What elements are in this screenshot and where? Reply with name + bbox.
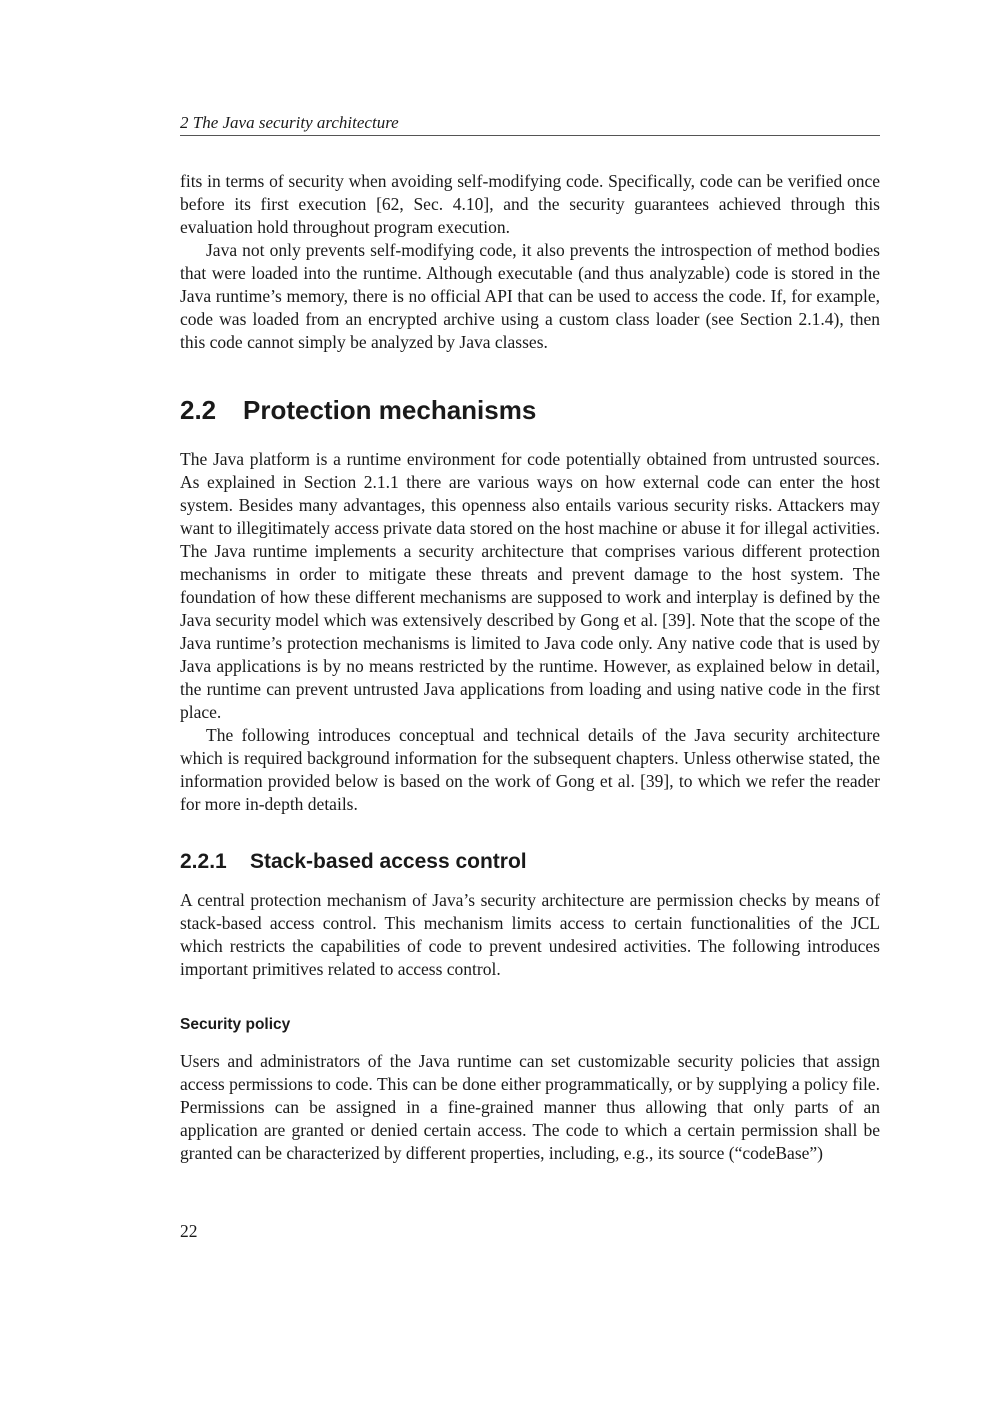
section-number: 2.2 (180, 395, 217, 425)
section-title: Protection mechanisms (243, 395, 537, 425)
paragraph: fits in terms of security when avoiding self-modifying code. Specifically, code can be verified once before its first execution [62, Sec. 4.10], and the security guarantees achieved through this evaluation hold throughout program execution. (180, 171, 880, 237)
paragraph: Users and administrators of the Java runtime can set customizable security policies that assign access permissions to code. This can be done either programmatically, or by supplying a policy file. Permissions can be assigned in a fine-grained manner thus allowing that only parts of an application are granted or denied certain access. The code to which a certain permission shall be granted can be characterized by different properties, including, e.g., its source (“codeBase”) (180, 1051, 880, 1163)
intro-text-block (180, 170, 880, 354)
subsection-heading (180, 849, 880, 875)
paragraph: Java not only prevents self-modifying code, it also prevents the introspection of method bodies that were loaded into the runtime. Although executable (and thus analyzable) code is stored in the Java runtime’s memory, there is no official API that can be used to access the code. If, for example, code was loaded from an encrypted archive using a custom class loader (see Section 2.1.4), then this code cannot simply be analyzed by Java classes. (180, 240, 880, 352)
paragraph-heading: Security policy (180, 1016, 291, 1033)
subsection-text-block (180, 889, 880, 981)
paragraph: The following introduces conceptual and technical details of the Java security architecture which is required background information for the subsequent chapters. Unless otherwise stated, the information provided below is based on the work of Gong et al. [39], to which we refer the reader for more in-depth details. (180, 725, 880, 814)
section-heading (180, 394, 880, 426)
running-head: 2 The Java security architecture (180, 113, 399, 132)
paragraph: The Java platform is a runtime environment for code potentially obtained from untrusted sources. As explained in Section 2.1.1 there are various ways on how external code can enter the host system. Besides many advantages, this openness also entails various security risks. Attackers may want to illegitimately access private data stored on the host machine or abuse it for illegal activities. The Java runtime implements a security architecture that comprises various different protection mechanisms in order to mitigate these threats and prevent damage to the host system. The foundation of how these different mechanisms are supposed to work and interplay is defined by the Java security model which was extensively described by Gong et al. [39]. Note that the scope of the Java runtime’s protection mechanisms is limited to Java code only. Any native code that is used by Java applications is by no means restricted by the runtime. However, as explained below in detail, the runtime can prevent untrusted Java applications from loading and using native code in the first place. (180, 449, 880, 722)
page-number: 22 (180, 1221, 198, 1241)
policy-text-block (180, 1050, 880, 1165)
subsection-number: 2.2.1 (180, 850, 227, 873)
section-text-block (180, 448, 880, 816)
header-rule (180, 135, 880, 136)
paragraph: A central protection mechanism of Java’s security architecture are permission checks by means of stack-based access control. This mechanism limits access to certain functionalities of the JCL which restricts the capabilities of code to prevent undesired activities. The following introduces important primitives related to access control. (180, 890, 880, 979)
subsection-title: Stack-based access control (250, 850, 527, 873)
